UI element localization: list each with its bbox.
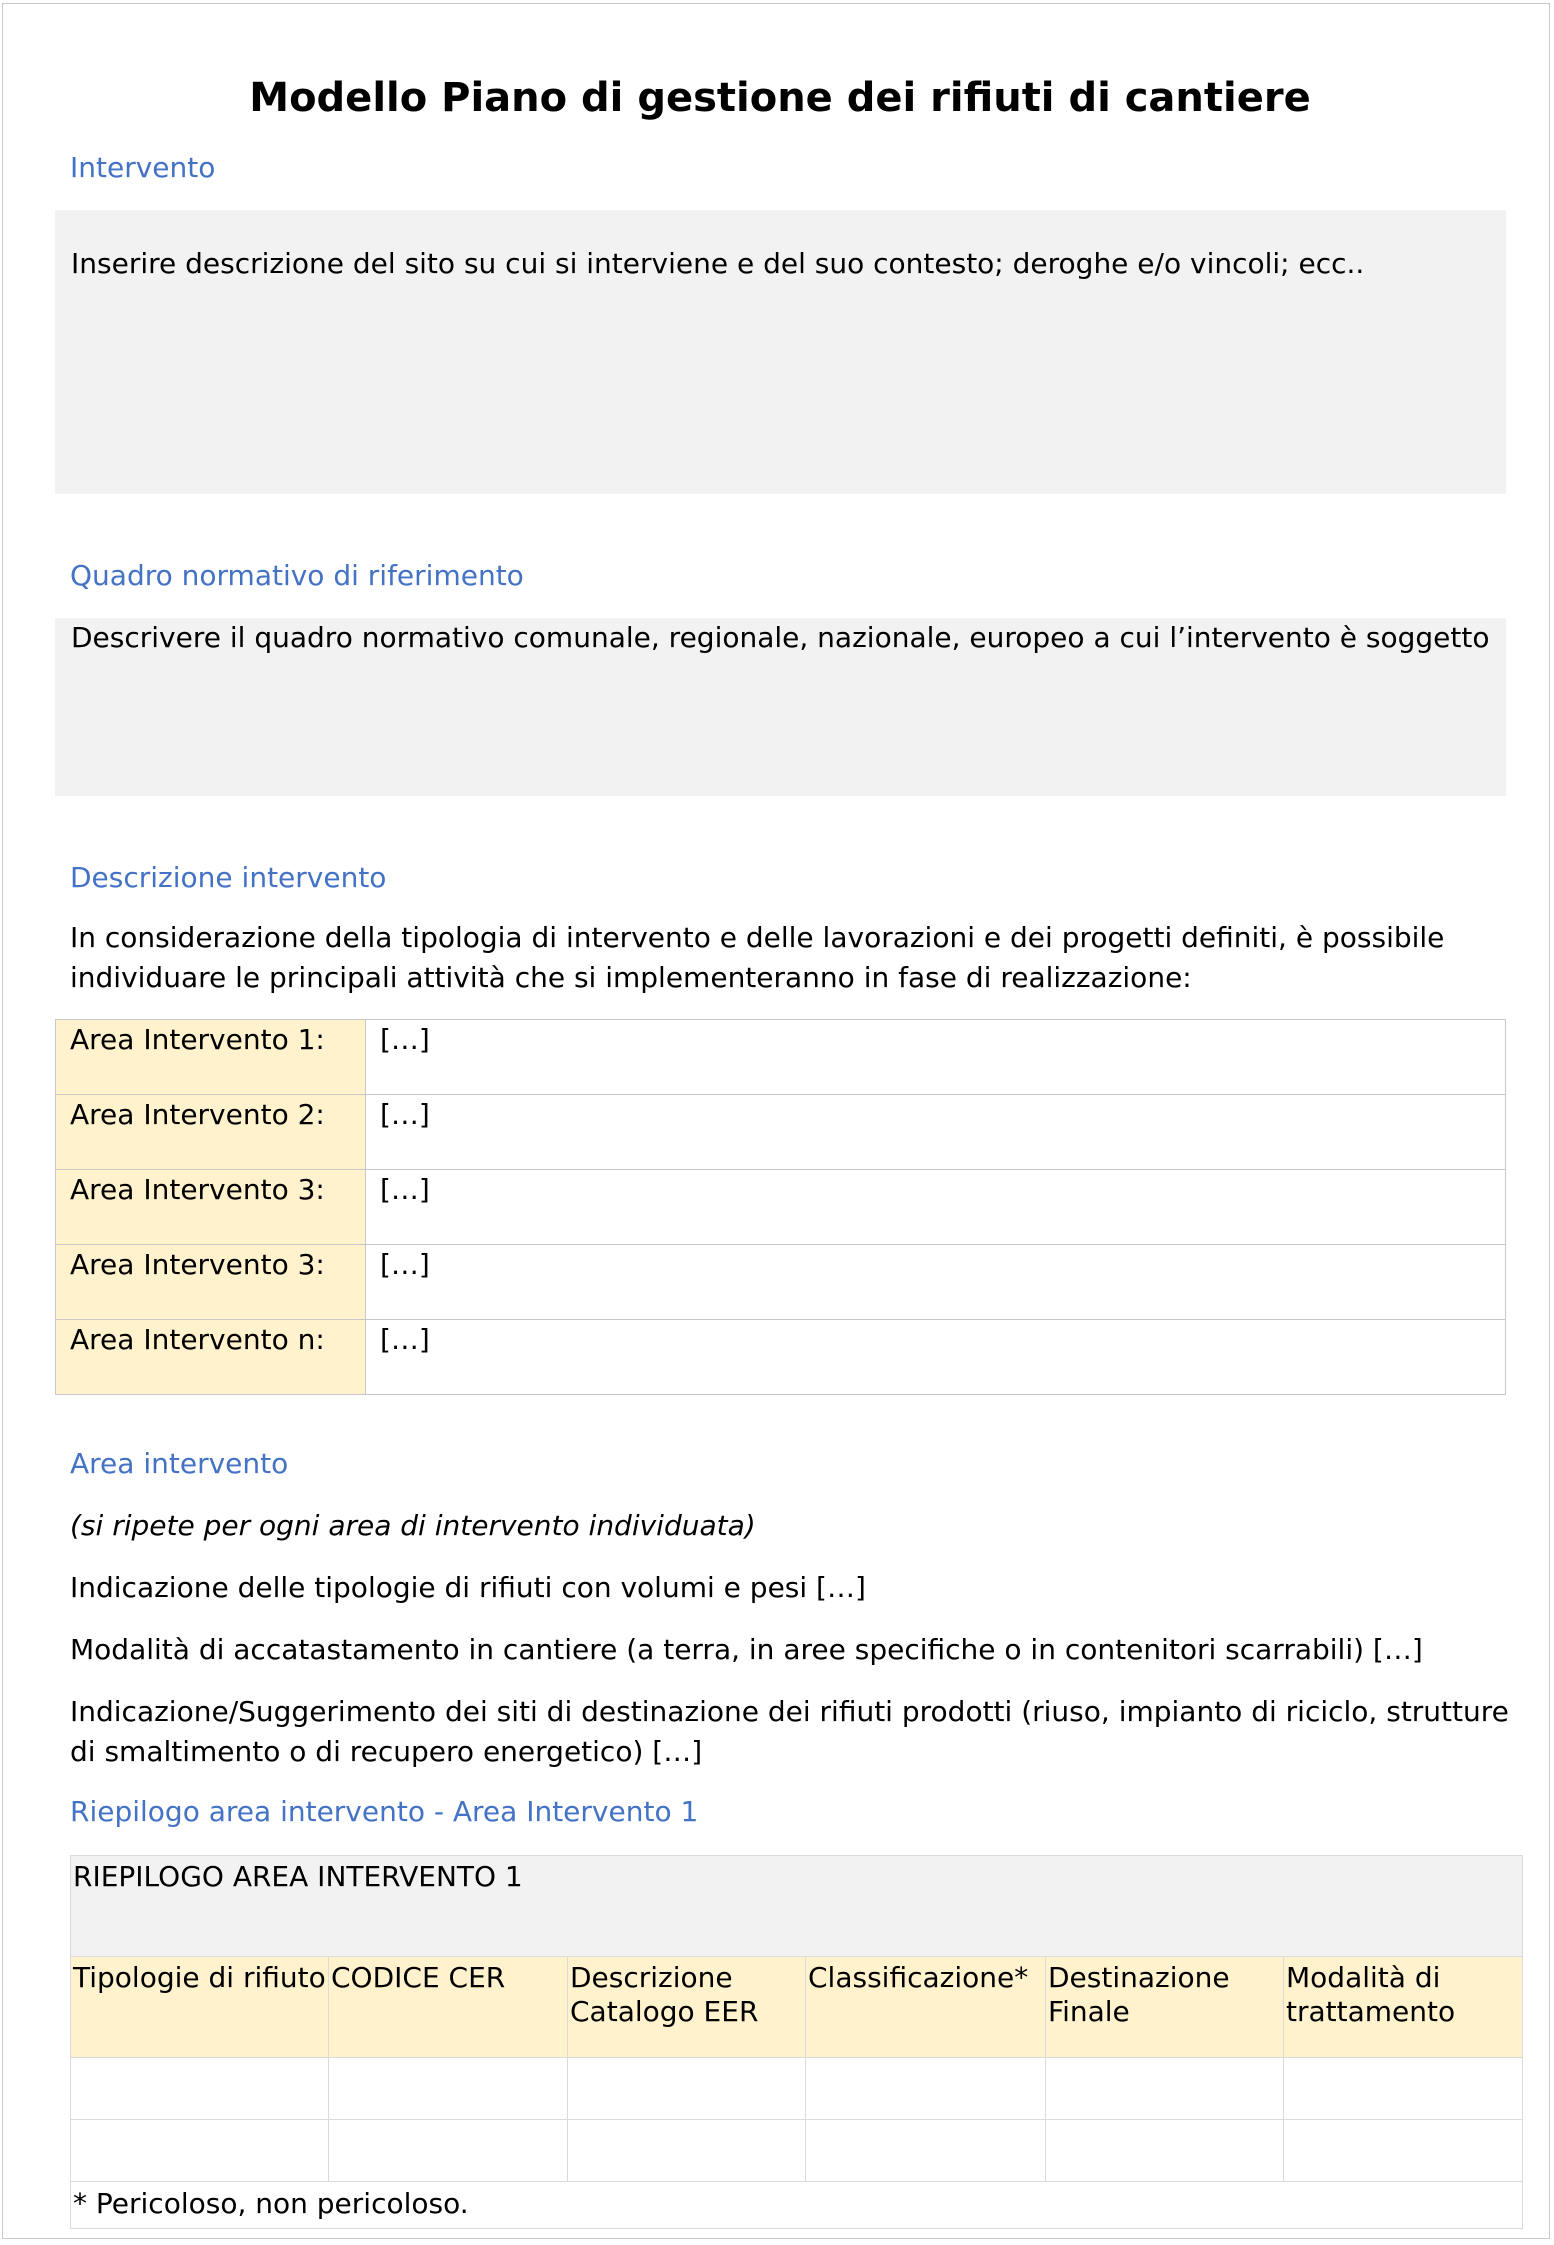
riepilogo-footnote: * Pericoloso, non pericoloso. xyxy=(71,2182,1523,2229)
table-footer-row xyxy=(71,2182,1523,2229)
area-label: Area Intervento 3: xyxy=(56,1170,366,1245)
column-header: Descrizione Catalogo EER xyxy=(568,1957,806,2058)
column-header: Modalità di trattamento xyxy=(1284,1957,1523,2058)
intervento-description-box[interactable] xyxy=(55,210,1506,494)
column-header: Destinazione Finale xyxy=(1046,1957,1284,2058)
area-value[interactable]: […] xyxy=(366,1320,1506,1395)
riepilogo-table xyxy=(70,1855,1523,2229)
section-heading-intervento: Intervento xyxy=(70,151,216,184)
table-cell[interactable] xyxy=(329,2058,568,2120)
table-cell[interactable] xyxy=(568,2120,806,2182)
area-value[interactable]: […] xyxy=(366,1245,1506,1320)
table-row xyxy=(56,1170,1506,1245)
document-title: Modello Piano di gestione dei rifiuti di cantiere xyxy=(249,75,1311,121)
table-cell[interactable] xyxy=(806,2058,1046,2120)
table-cell[interactable] xyxy=(329,2120,568,2182)
area-intervento-destinazione: Indicazione/Suggerimento dei siti di destinazione dei rifiuti prodotti (riuso, impianto di riciclo, strutture di smaltimento o di recupero energetico) […] xyxy=(70,1695,1509,1768)
area-value[interactable]: […] xyxy=(366,1095,1506,1170)
intervento-description-placeholder: Inserire descrizione del sito su cui si interviene e del suo contesto; deroghe e/o vincoli; ecc.. xyxy=(71,247,1365,280)
section-heading-descrizione-intervento: Descrizione intervento xyxy=(70,861,387,894)
area-intervento-table xyxy=(55,1019,1506,1395)
table-cell[interactable] xyxy=(1284,2120,1523,2182)
table-header-row xyxy=(71,1957,1523,2058)
area-intervento-accatastamento: Modalità di accatastamento in cantiere (a terra, in aree specifiche o in contenitori scarrabili) […] xyxy=(70,1633,1423,1666)
table-cell[interactable] xyxy=(568,2058,806,2120)
quadro-normativo-placeholder: Descrivere il quadro normativo comunale, regionale, nazionale, europeo a cui l’intervento è soggetto xyxy=(71,621,1490,654)
area-intervento-tipologie: Indicazione delle tipologie di rifiuti con volumi e pesi […] xyxy=(70,1571,866,1604)
table-row xyxy=(56,1095,1506,1170)
area-value[interactable]: […] xyxy=(366,1020,1506,1095)
table-cell[interactable] xyxy=(806,2120,1046,2182)
table-row xyxy=(56,1020,1506,1095)
column-header: Tipologie di rifiuto xyxy=(71,1957,329,2058)
quadro-normativo-box[interactable] xyxy=(55,618,1506,796)
area-label: Area Intervento n: xyxy=(56,1320,366,1395)
descrizione-intervento-text: In considerazione della tipologia di intervento e delle lavorazioni e dei progetti definiti, è possibile individuare le principali attività che si implementeranno in fase di realizzazione: xyxy=(70,921,1445,994)
table-cell[interactable] xyxy=(1284,2058,1523,2120)
column-header: CODICE CER xyxy=(329,1957,568,2058)
area-label: Area Intervento 1: xyxy=(56,1020,366,1095)
section-heading-riepilogo: Riepilogo area intervento - Area Intervento 1 xyxy=(70,1795,699,1828)
area-label: Area Intervento 2: xyxy=(56,1095,366,1170)
column-header: Classificazione* xyxy=(806,1957,1046,2058)
table-row xyxy=(56,1245,1506,1320)
table-cell[interactable] xyxy=(71,2058,329,2120)
table-row xyxy=(71,1856,1523,1957)
table-cell[interactable] xyxy=(71,2120,329,2182)
table-cell[interactable] xyxy=(1046,2058,1284,2120)
table-row xyxy=(56,1320,1506,1395)
area-intervento-note: (si ripete per ogni area di intervento individuata) xyxy=(70,1509,756,1542)
section-heading-quadro-normativo: Quadro normativo di riferimento xyxy=(70,559,524,592)
area-label: Area Intervento 3: xyxy=(56,1245,366,1320)
table-row xyxy=(71,2058,1523,2120)
area-value[interactable]: […] xyxy=(366,1170,1506,1245)
section-heading-area-intervento: Area intervento xyxy=(70,1447,289,1480)
table-cell[interactable] xyxy=(1046,2120,1284,2182)
riepilogo-table-title: RIEPILOGO AREA INTERVENTO 1 xyxy=(71,1856,1523,1957)
table-row xyxy=(71,2120,1523,2182)
